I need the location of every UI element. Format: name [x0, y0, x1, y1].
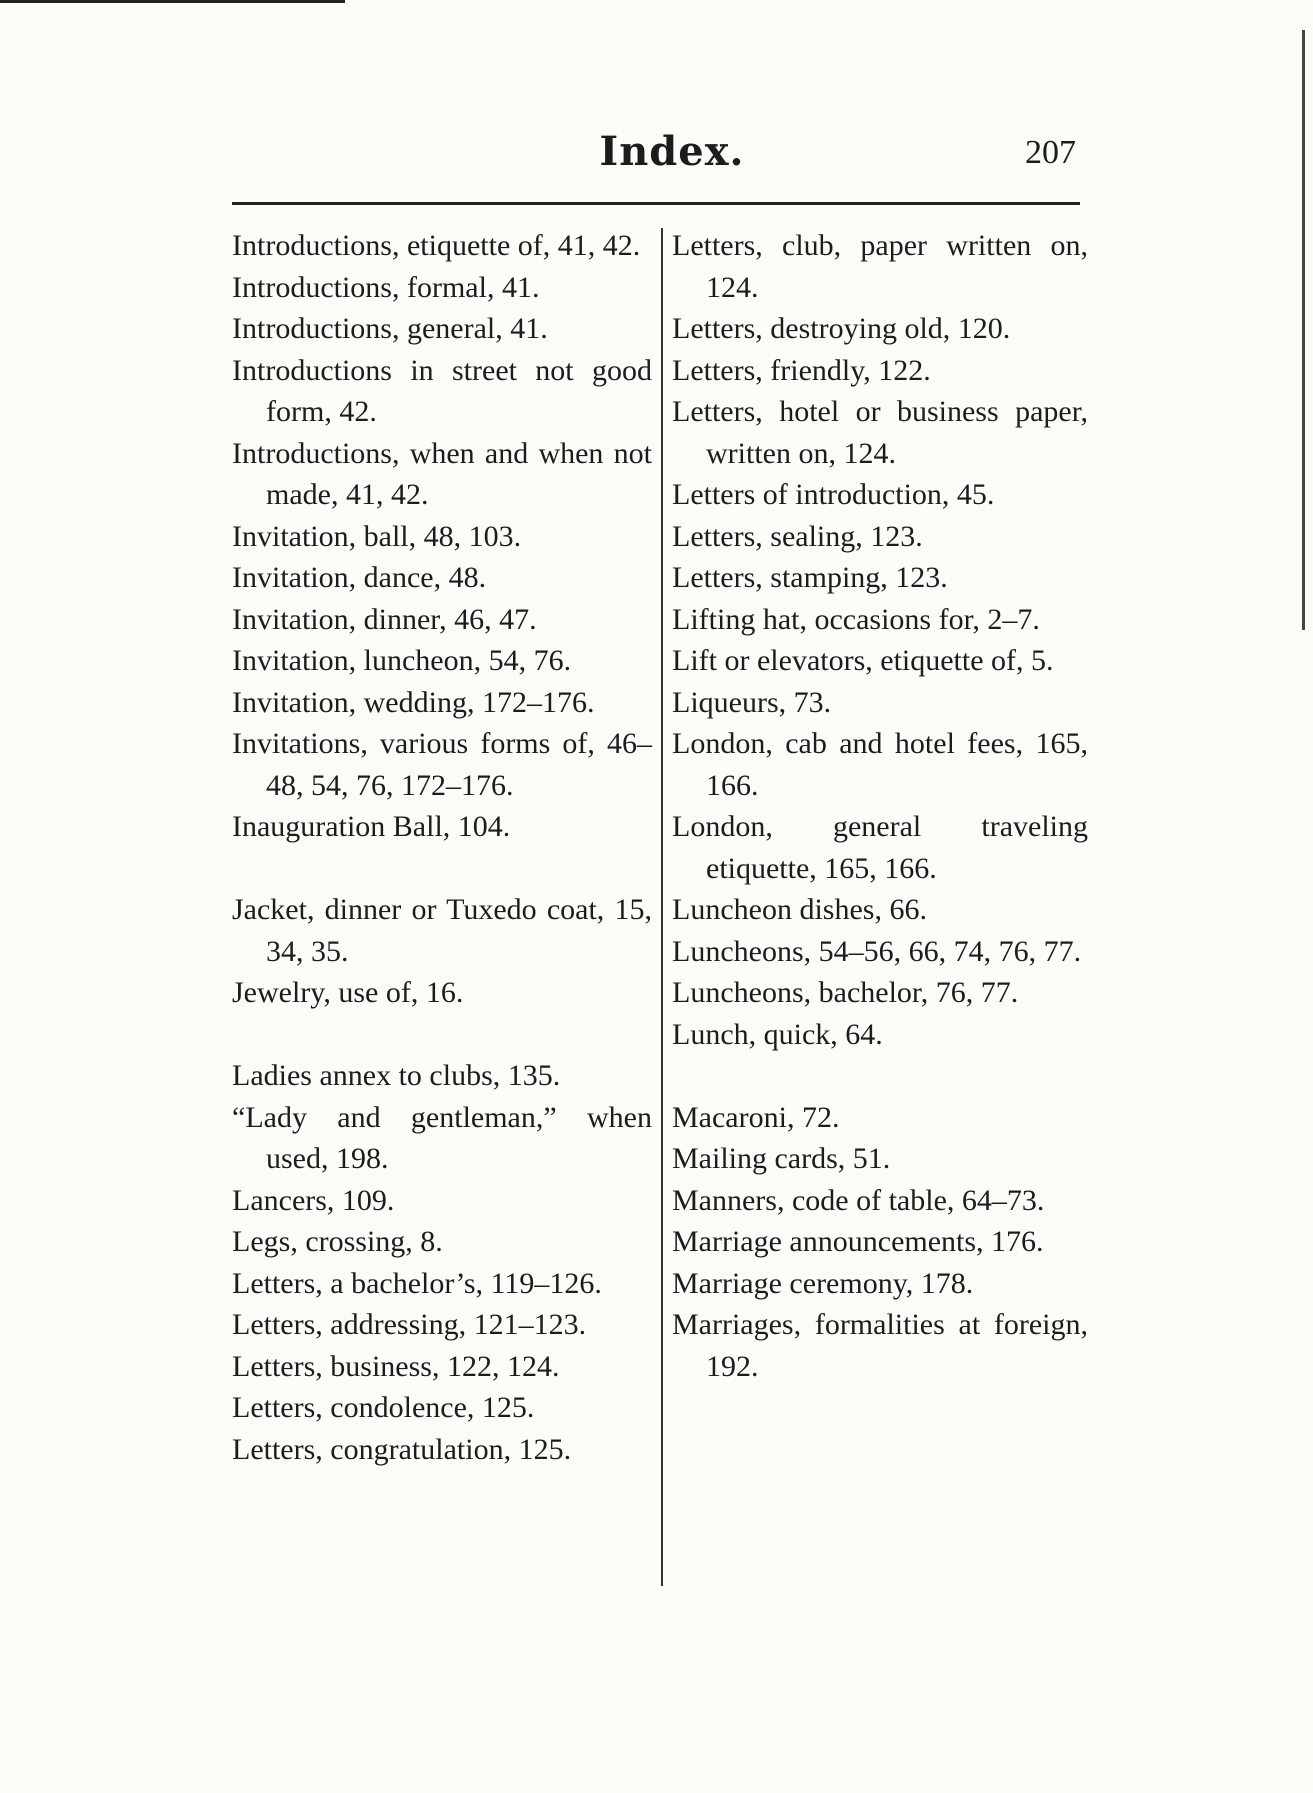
index-entry: Introductions, general, 41.	[232, 312, 548, 345]
index-entry: Introductions, when and when not made, 41, 42.	[232, 436, 652, 511]
index-entry: Legs, crossing, 8.	[232, 1225, 443, 1258]
index-entry: Inauguration Ball, 104.	[232, 810, 511, 843]
index-entry: Letters, congratulation, 125.	[232, 1432, 572, 1466]
header-rule	[232, 202, 1080, 205]
index-entry: Invitation, dinner, 46, 47.	[232, 602, 537, 636]
column-divider	[661, 228, 663, 1586]
index-entry: Letters, addressing, 121–123.	[232, 1308, 587, 1341]
index-entry: Luncheons, 54–56, 66, 74, 76, 77.	[672, 934, 1082, 968]
index-entry: Letters, friendly, 122.	[672, 353, 931, 387]
index-entry: Introductions, formal, 41.	[232, 270, 540, 304]
index-entry: Mailing cards, 51.	[672, 1142, 891, 1175]
index-entry: Macaroni, 72.	[672, 1100, 840, 1134]
letter-group-gap	[672, 1055, 1088, 1097]
index-entry: Letters, sealing, 123.	[672, 519, 923, 553]
page-number: 207	[1025, 134, 1076, 171]
index-entry: Lift or elevators, etiquette of, 5.	[672, 644, 1054, 677]
index-entry: London, general traveling etiquette, 165, 166.	[672, 810, 1088, 885]
letter-group-gap	[232, 1014, 652, 1056]
index-entry: Manners, code of table, 64–73.	[672, 1183, 1045, 1217]
scan-edge-shadow	[1302, 30, 1305, 630]
index-entry: Invitation, luncheon, 54, 76.	[232, 644, 572, 677]
index-entry: Jewelry, use of, 16.	[232, 976, 464, 1009]
index-entry: London, cab and hotel fees, 165, 166.	[672, 727, 1088, 802]
scan-edge-mark	[0, 0, 345, 3]
index-entry: Invitation, ball, 48, 103.	[232, 519, 522, 553]
index-entry: Invitation, wedding, 172–176.	[232, 685, 595, 719]
index-entry: Letters, club, paper written on, 124.	[672, 229, 1088, 304]
index-entry: Marriages, formalities at foreign, 192.	[672, 1308, 1088, 1383]
index-entry: “Lady and gentleman,” when used, 198.	[232, 1100, 652, 1175]
page-header	[232, 128, 1080, 198]
index-entry: Marriage ceremony, 178.	[672, 1266, 974, 1300]
index-entry: Letters, stamping, 123.	[672, 561, 948, 594]
index-entry: Luncheons, bachelor, 76, 77.	[672, 976, 1019, 1009]
index-entry: Lunch, quick, 64.	[672, 1017, 883, 1051]
index-entry: Invitation, dance, 48.	[232, 561, 487, 594]
index-entry: Marriage announcements, 176.	[672, 1225, 1044, 1258]
index-column-right	[672, 225, 1088, 1387]
index-entry: Lifting hat, occasions for, 2–7.	[672, 602, 1040, 636]
index-entry: Jacket, dinner or Tuxedo coat, 15, 34, 35.	[232, 893, 652, 968]
index-entry: Lancers, 109.	[232, 1183, 395, 1217]
index-entry: Invitations, various forms of, 46–48, 54, 76, 172–176.	[232, 727, 652, 802]
index-entry: Introductions in street not good form, 42.	[232, 353, 652, 428]
index-entry: Ladies annex to clubs, 135.	[232, 1059, 561, 1092]
index-entry: Letters, business, 122, 124.	[232, 1349, 560, 1383]
index-entry: Letters, a bachelor’s, 119–126.	[232, 1266, 602, 1300]
index-entry: Letters of introduction, 45.	[672, 478, 995, 511]
index-entry: Letters, condolence, 125.	[232, 1391, 535, 1424]
index-entry: Letters, destroying old, 120.	[672, 312, 1011, 345]
index-column-left	[232, 225, 652, 1470]
index-entry: Liqueurs, 73.	[672, 685, 832, 719]
page-title: Index.	[599, 128, 745, 175]
index-entry: Luncheon dishes, 66.	[672, 893, 927, 926]
letter-group-gap	[232, 848, 652, 890]
index-entry: Introductions, etiquette of, 41, 42.	[232, 229, 641, 262]
index-entry: Letters, hotel or business paper, written on, 124.	[672, 395, 1088, 470]
